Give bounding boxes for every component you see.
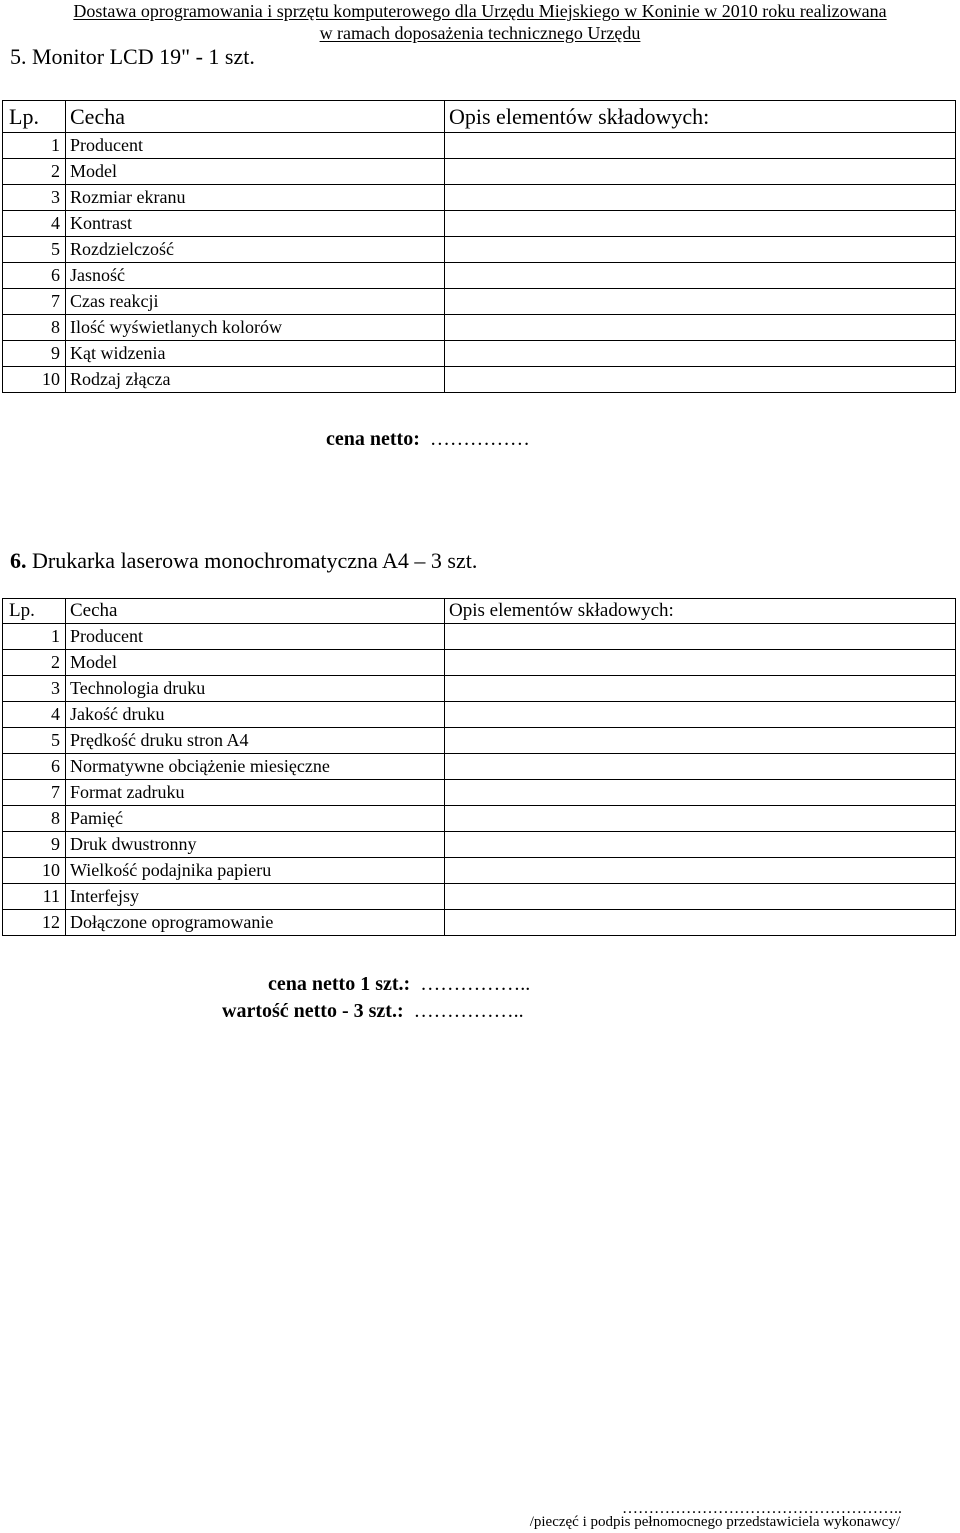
table-row: [3, 650, 956, 676]
row-description-field[interactable]: [445, 185, 956, 211]
row-description-field[interactable]: [445, 858, 956, 884]
row-number: 8: [3, 806, 66, 832]
table-row: [3, 702, 956, 728]
row-feature: Czas reakcji: [66, 289, 445, 315]
row-number: 7: [3, 780, 66, 806]
row-number: 4: [3, 702, 66, 728]
row-number: 1: [3, 133, 66, 159]
section-5-title: [10, 44, 255, 70]
row-feature: Interfejsy: [66, 884, 445, 910]
row-feature: Jasność: [66, 263, 445, 289]
row-description-field[interactable]: [445, 884, 956, 910]
table-row: [3, 159, 956, 185]
row-description-field[interactable]: [445, 263, 956, 289]
row-number: 10: [3, 367, 66, 393]
printer-unit-price: [268, 972, 530, 996]
table-header-row: [3, 599, 956, 624]
row-number: 7: [3, 289, 66, 315]
row-feature: Producent: [66, 133, 445, 159]
row-feature: Model: [66, 159, 445, 185]
table-row: [3, 367, 956, 393]
row-description-field[interactable]: [445, 702, 956, 728]
row-description-field[interactable]: [445, 676, 956, 702]
row-number: 10: [3, 858, 66, 884]
column-header-lp: Lp.: [3, 599, 66, 624]
section-6-title: [10, 548, 477, 574]
row-description-field[interactable]: [445, 159, 956, 185]
monitor-spec-rows: [3, 133, 956, 393]
column-header-feature: Cecha: [66, 101, 445, 133]
row-number: 9: [3, 341, 66, 367]
printer-total-price: [222, 999, 524, 1023]
table-row: [3, 185, 956, 211]
row-description-field[interactable]: [445, 832, 956, 858]
column-header-feature: Cecha: [66, 599, 445, 624]
table-row: [3, 884, 956, 910]
printer-total-price-value[interactable]: ……………..: [413, 1000, 524, 1022]
table-header-row: [3, 101, 956, 133]
table-row: [3, 263, 956, 289]
row-number: 5: [3, 237, 66, 263]
row-feature: Jakość druku: [66, 702, 445, 728]
row-feature: Prędkość druku stron A4: [66, 728, 445, 754]
table-row: [3, 624, 956, 650]
row-number: 9: [3, 832, 66, 858]
row-description-field[interactable]: [445, 315, 956, 341]
row-description-field[interactable]: [445, 650, 956, 676]
row-number: 1: [3, 624, 66, 650]
row-feature: Rozmiar ekranu: [66, 185, 445, 211]
row-description-field[interactable]: [445, 133, 956, 159]
header-line-2: w ramach doposażenia technicznego Urzędu: [319, 23, 641, 43]
section-6-title-text: Drukarka laserowa monochromatyczna A4 – 3 szt.: [32, 548, 478, 573]
table-row: [3, 780, 956, 806]
row-description-field[interactable]: [445, 780, 956, 806]
printer-spec-rows: [3, 624, 956, 936]
row-feature: Rodzaj złącza: [66, 367, 445, 393]
row-description-field[interactable]: [445, 910, 956, 936]
row-feature: Kontrast: [66, 211, 445, 237]
row-number: 8: [3, 315, 66, 341]
row-description-field[interactable]: [445, 237, 956, 263]
table-row: [3, 754, 956, 780]
printer-unit-price-label: cena netto 1 szt.:: [268, 973, 411, 995]
table-row: [3, 289, 956, 315]
row-number: 12: [3, 910, 66, 936]
column-header-description: Opis elementów składowych:: [445, 101, 956, 133]
row-feature: Technologia druku: [66, 676, 445, 702]
row-number: 4: [3, 211, 66, 237]
table-row: [3, 133, 956, 159]
row-description-field[interactable]: [445, 211, 956, 237]
section-5-title-text: 5. Monitor LCD 19" - 1 szt.: [10, 44, 255, 69]
table-row: [3, 211, 956, 237]
monitor-price: [326, 427, 530, 451]
row-number: 11: [3, 884, 66, 910]
document-header: [0, 0, 960, 44]
table-row: [3, 676, 956, 702]
signature-line[interactable]: ……………………………………………..: [622, 1500, 902, 1517]
row-feature: Druk dwustronny: [66, 832, 445, 858]
monitor-price-value[interactable]: ……………: [429, 428, 530, 450]
table-row: [3, 237, 956, 263]
table-row: [3, 910, 956, 936]
row-number: 2: [3, 650, 66, 676]
row-feature: Producent: [66, 624, 445, 650]
row-number: 6: [3, 263, 66, 289]
row-feature: Rozdzielczość: [66, 237, 445, 263]
row-number: 5: [3, 728, 66, 754]
row-description-field[interactable]: [445, 624, 956, 650]
row-feature: Kąt widzenia: [66, 341, 445, 367]
row-feature: Dołączone oprogramowanie: [66, 910, 445, 936]
row-description-field[interactable]: [445, 289, 956, 315]
row-feature: Model: [66, 650, 445, 676]
column-header-description: Opis elementów składowych:: [445, 599, 956, 624]
table-row: [3, 858, 956, 884]
row-feature: Wielkość podajnika papieru: [66, 858, 445, 884]
row-number: 2: [3, 159, 66, 185]
row-description-field[interactable]: [445, 806, 956, 832]
table-row: [3, 341, 956, 367]
section-6-title-number: 6.: [10, 548, 27, 573]
row-feature: Pamięć: [66, 806, 445, 832]
header-line-1: Dostawa oprogramowania i sprzętu komputerowego dla Urzędu Miejskiego w Koninie w 2010 roku realizowana: [73, 1, 887, 21]
monitor-price-label: cena netto:: [326, 428, 420, 450]
monitor-spec-table: [2, 100, 956, 393]
row-description-field[interactable]: [445, 754, 956, 780]
row-number: 6: [3, 754, 66, 780]
table-row: [3, 832, 956, 858]
row-feature: Normatywne obciążenie miesięczne: [66, 754, 445, 780]
row-description-field[interactable]: [445, 341, 956, 367]
printer-spec-table: [2, 598, 956, 936]
row-description-field[interactable]: [445, 367, 956, 393]
printer-total-price-label: wartość netto - 3 szt.:: [222, 1000, 404, 1022]
printer-unit-price-value[interactable]: ……………..: [420, 973, 531, 995]
table-row: [3, 806, 956, 832]
row-number: 3: [3, 185, 66, 211]
row-feature: Ilość wyświetlanych kolorów: [66, 315, 445, 341]
table-row: [3, 728, 956, 754]
row-description-field[interactable]: [445, 728, 956, 754]
table-row: [3, 315, 956, 341]
row-number: 3: [3, 676, 66, 702]
row-feature: Format zadruku: [66, 780, 445, 806]
signature-label: /pieczęć i podpis pełnomocnego przedstawiciela wykonawcy/: [529, 1514, 900, 1530]
column-header-lp: Lp.: [3, 101, 66, 133]
